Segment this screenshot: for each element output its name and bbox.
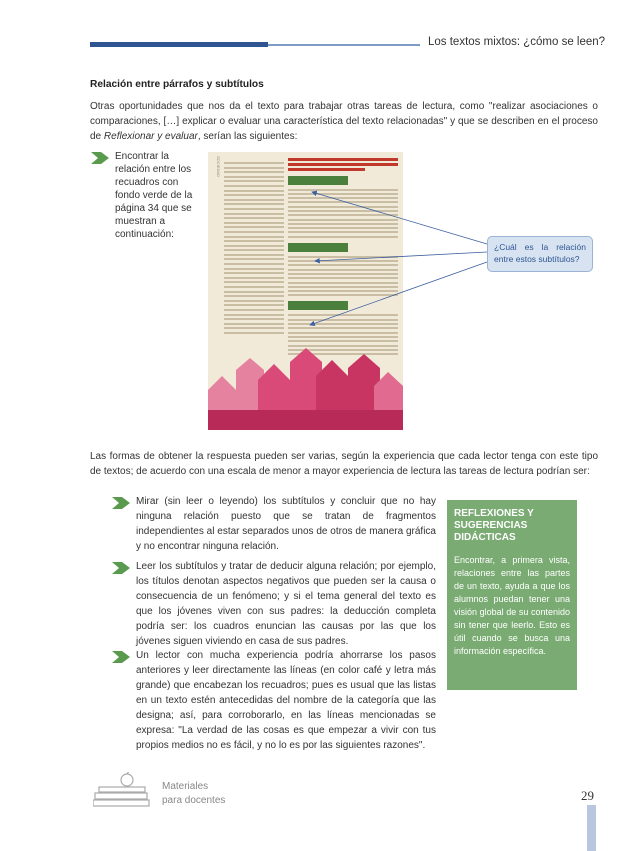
footer-label-line1: Materiales [162, 781, 209, 792]
paragraph-answers: Las formas de obtener la respuesta pueden ser varias, según la experiencia que cada lector tenga con este tipo de textos; de acuerdo con una escala de menor a mayor experiencia de lectura las tareas de lectura podrían ser: [90, 451, 598, 477]
intro-emphasis: Reflexionar y evaluar [103, 131, 198, 142]
books-apple-icon [93, 772, 151, 808]
chevron-bullet-icon [112, 651, 130, 663]
footer-label [162, 780, 225, 808]
sidebox-title: REFLEXIONES Y SUGERENCIAS DIDÁCTICAS [454, 508, 534, 543]
sidebox-body: Encontrar, a primera vista, relaciones entre las partes de un texto, ayuda a que los alumnos puedan tener una visión global de su contenido sin tener que leerlo. Esto es útil cuando se busca una información específica. [454, 555, 570, 656]
intro-text-1: Otras oportunidades que nos da el texto para trabajar otras tareas de lectura, como "realizar asociaciones o comparaciones, […] explicar o evaluar una característica del texto relacionadas" y que se describen en el proceso de [90, 101, 598, 142]
header-title: Los textos mixtos: ¿cómo se leen? [428, 36, 606, 48]
bullet-item: Leer los subtítulos y tratar de deducir alguna relación; por ejemplo, los títulos denotan aspectos negativos que pueden ser la causa o consecuencia de un fenómeno; y si el tema general del texto es que los jóvenes viven con sus padres: la deducción completa podría ser: los cuadros enuncian las causas por las que los jóvenes siguen viviendo en casa de sus padres. [136, 561, 436, 647]
bullet-find-relation: Encontrar la relación entre los recuadros con fondo verde de la página 34 que se muestran a continuación: [115, 151, 193, 240]
intro-text-2: , serían las siguientes: [197, 131, 298, 142]
callout-question: ¿Cuál es la relación entre estos subtítulos? [487, 236, 593, 272]
footer-label-line2: para docentes [162, 795, 226, 806]
magazine-side-label: SOCIEDAD [216, 156, 221, 177]
section-title: Relación entre párrafos y subtítulos [90, 79, 264, 90]
page-edge-bar [587, 805, 596, 851]
bullet-item: Mirar (sin leer o leyendo) los subtítulos y concluir que no hay ninguna relación puesto que se tratan de fragmentos independientes al estar separados unos de otros de manera gráfica y no encontrar ninguna relación. [136, 496, 436, 552]
chevron-bullet-icon [112, 562, 130, 574]
bullet-item: Un lector con mucha experiencia podría ahorrarse los pasos anteriores y leer directamente las líneas (en color café y letra más grande) que encabezan los recuadros; pues es usual que las listas en un texto estén antecedidas del nombre de la categoría que las designa; así, para corroborarlo, en las líneas mencionadas se expresa: "La verdad de las cosas es que empezar a vivir con tus propios medios no es fácil, y no lo es por las siguientes razones". [136, 650, 436, 751]
page-number: 29 [581, 788, 594, 803]
reflections-sidebox [447, 500, 577, 690]
chevron-bullet-icon [112, 497, 130, 509]
